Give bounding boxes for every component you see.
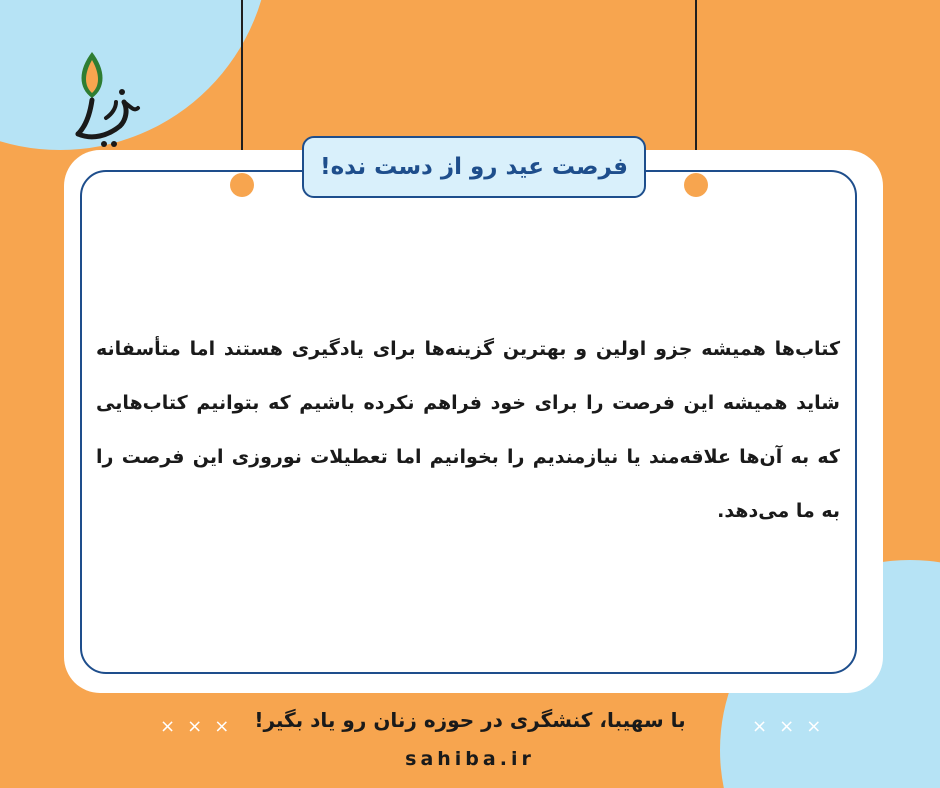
title-badge — [302, 136, 646, 198]
card-title: فرصت عید رو از دست نده! — [320, 154, 628, 180]
cross-mark: × — [779, 716, 795, 737]
footer-tagline: با سهیبا، کنشگری در حوزه زنان رو یاد بگیر! — [254, 708, 686, 732]
decorative-crosses-left — [160, 716, 229, 737]
cross-mark: × — [160, 716, 176, 737]
cross-mark: × — [806, 716, 822, 737]
cross-mark: × — [752, 716, 768, 737]
card-body-text: کتاب‌ها همیشه جزو اولین و بهترین گزینه‌ها برای یادگیری هستند اما متأسفانه شاید همیشه این فرصت را برای خود فراهم نکرده باشیم که بتوانیم کتاب‌هایی که به آن‌ها علاقه‌مند یا نیازمندیم را بخوانیم اما تعطیلات نوروزی این فرصت را به ما می‌دهد. — [96, 338, 840, 522]
pin-right — [684, 173, 708, 197]
decorative-crosses-right — [752, 716, 821, 737]
cross-mark: × — [187, 716, 203, 737]
cross-mark: × — [214, 716, 230, 737]
website-url: sahiba.ir — [405, 748, 535, 770]
pin-left — [230, 173, 254, 197]
sahiba-logo-icon — [64, 48, 154, 148]
